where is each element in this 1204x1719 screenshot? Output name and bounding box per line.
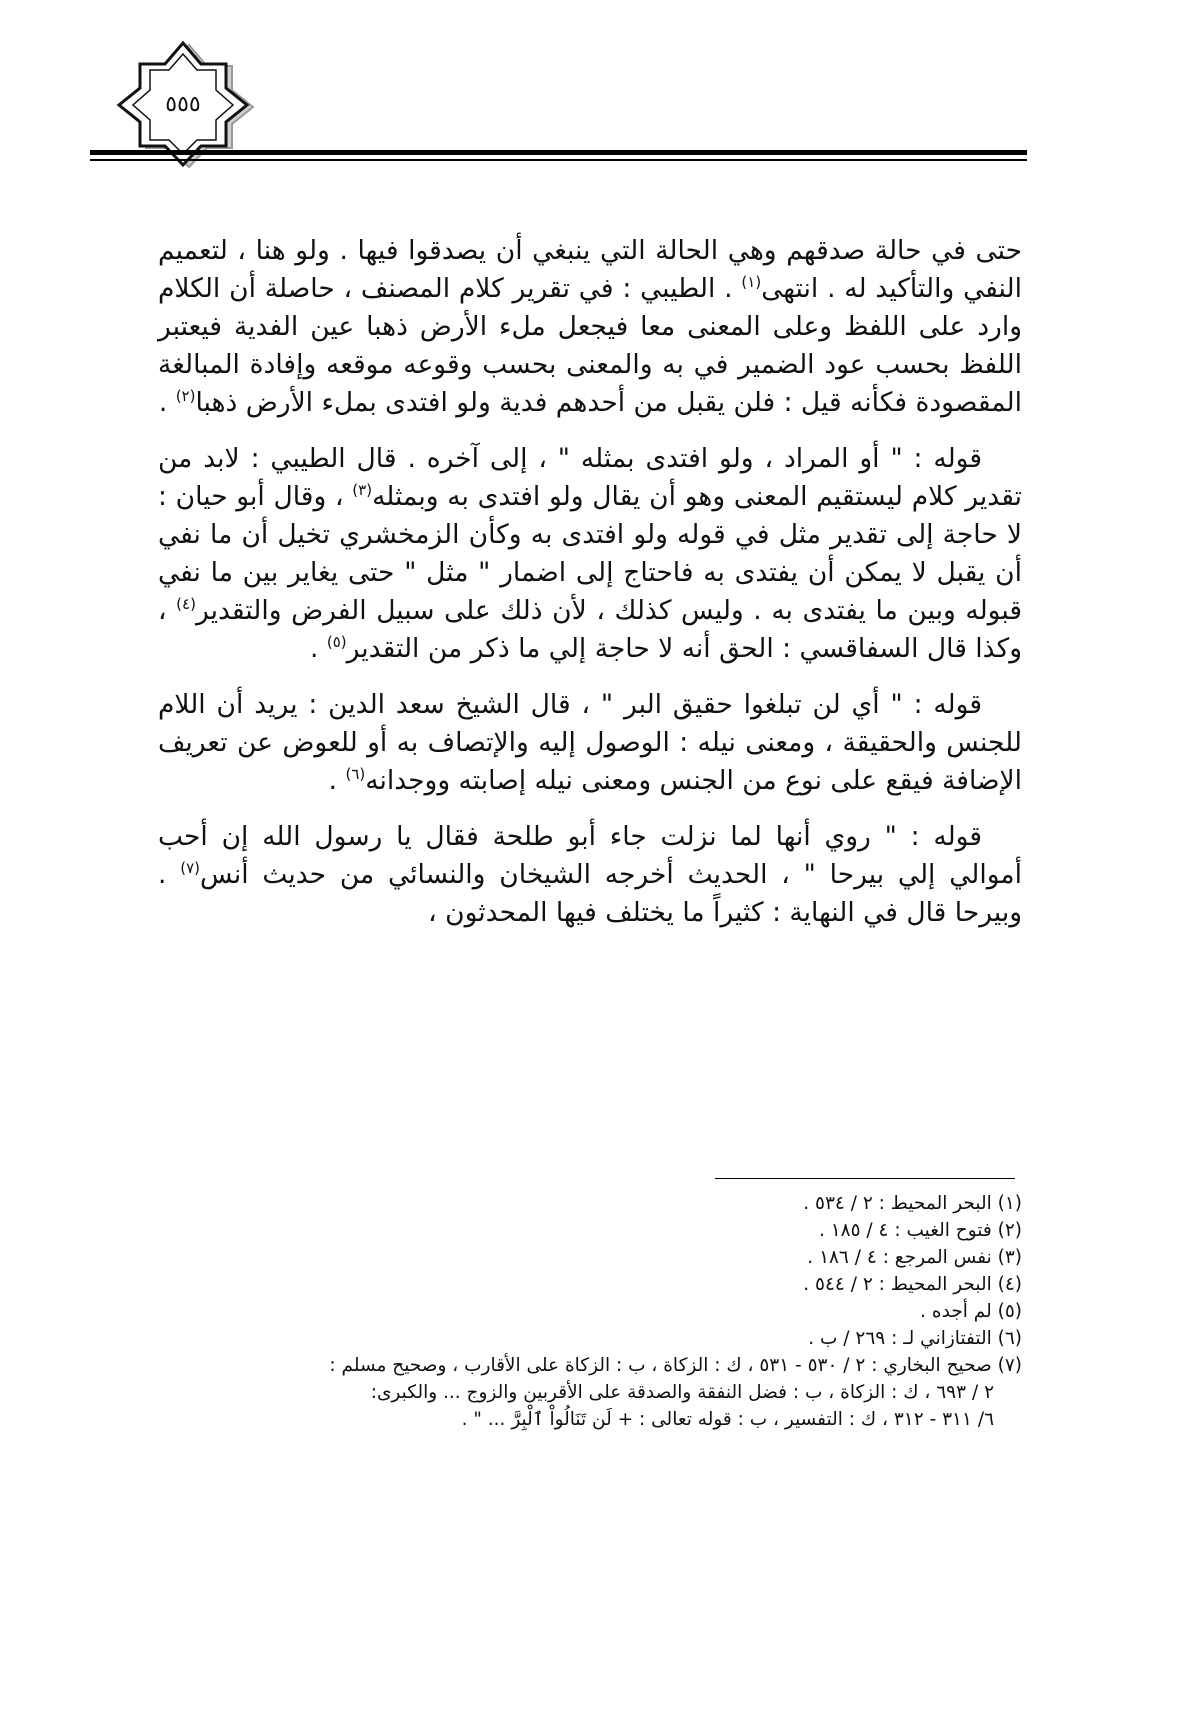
footnote-ref-6: (٦)	[345, 765, 366, 784]
paragraph-3-text-b: .	[328, 765, 346, 796]
footnote-4: (٤) البحر المحيط : ٢ / ٥٤٤ .	[803, 1274, 1022, 1295]
footnote-1: (١) البحر المحيط : ٢ / ٥٣٤ .	[803, 1193, 1022, 1214]
footnote-2: (٢) فتوح الغيب : ٤ / ١٨٥ .	[818, 1220, 1022, 1241]
footnote-5: (٥) لم أجده .	[920, 1301, 1022, 1322]
footnote-ref-1: (١)	[741, 273, 762, 292]
paragraph-4-text-a: قوله : " روي أنها لما نزلت جاء أبو طلحة فقال يا رسول الله إن أحب أموالي إلي بيرحا " ، الحديث أخرجه الشيخان والنسائي من حديث أنس	[158, 821, 1022, 890]
footnote-separator	[715, 1178, 1015, 1179]
paragraph-2-text-c: ، وكذا قال السفاقسي : الحق أنه لا حاجة إلي ما ذكر من التقدير	[158, 595, 1022, 664]
footnotes	[170, 1190, 1022, 1433]
footnote-7: (٧) صحيح البخاري : ٢ / ٥٣٠ - ٥٣١ ، ك : الزكاة ، ب : الزكاة على الأقارب ، وصحيح مسلم :	[329, 1355, 1022, 1376]
paragraph-4	[158, 818, 1022, 932]
paragraph-2-text-b: ، وقال أبو حيان : لا حاجة إلى تقدير مثل في قوله ولو افتدى به وكأن الزمخشري تخيل أن ما نفي أن يقبل لا يمكن أن يفتدى به فاحتاج إلى اضمار " مثل " حتى يغاير بين ما نفي قبوله وبين ما يفتدى به . وليس كذلك ، لأن ذلك على سبيل الفرض والتقدير	[158, 481, 1022, 626]
footnote-6: (٦) التفتازاني لـ : ٢٦٩ / ب .	[808, 1328, 1022, 1349]
main-body	[158, 232, 1022, 950]
footnote-3: (٣) نفس المرجع : ٤ / ١٨٦ .	[807, 1247, 1022, 1268]
paragraph-1	[158, 232, 1022, 422]
header-rule-thin	[90, 159, 1027, 161]
paragraph-1-text-b: . الطيبي : في تقرير كلام المصنف ، حاصلة أن الكلام وارد على اللفظ وعلى المعنى معا فيجعل ملء الأرض ذهبا عين الفدية فيعتبر اللفظ بحسب عود الضمير في به والمعنى بحسب وقوعه موقعه وإفادة المبالغة المقصودة فكأنه قيل : فلن يقبل من أحدهم فدية ولو افتدى بملء الأرض ذهبا	[158, 273, 1022, 418]
paragraph-3-text-a: قوله : " أي لن تبلغوا حقيق البر " ، قال الشيخ سعد الدين : يريد أن اللام للجنس والحقيقة ، ومعنى نيله : الوصول إليه والإتصاف به أو للعوض عن تعريف الإضافة فيقع على نوع من الجنس ومعنى نيله إصابته ووجدانه	[158, 689, 1022, 796]
footnote-ref-2: (٢)	[175, 387, 196, 406]
paragraph-2-text-d: .	[310, 633, 327, 664]
footnote-7-continuation-1: ٢ / ٦٩٣ ، ك : الزكاة ، ب : فضل النفقة والصدقة على الأقربين والزوج ... والكبرى:	[370, 1382, 994, 1403]
footnote-7-continuation-2: ٦/ ٣١١ - ٣١٢ ، ك : التفسير ، ب : قوله تعالى : + لَن تَنَالُواْ ٱلْبِرَّ ... " .	[461, 1409, 994, 1430]
paragraph-3	[158, 686, 1022, 800]
footnote-ref-4: (٤)	[176, 595, 196, 614]
footnote-ref-7: (٧)	[180, 859, 201, 878]
paragraph-2	[158, 440, 1022, 668]
footnote-ref-3: (٣)	[352, 481, 373, 500]
paragraph-4-text-b: . وبيرحا قال في النهاية : كثيراً ما يختلف فيها المحدثون ،	[158, 859, 1022, 928]
header-rule-thick	[90, 150, 1027, 155]
paragraph-2-text-a: قوله : " أو المراد ، ولو افتدى بمثله " ، إلى آخره . قال الطيبي : لابد من تقدير كلام ليستقيم المعنى وهو أن يقال ولو افتدى به وبمثله	[158, 443, 1022, 512]
paragraph-1-text-c: .	[158, 387, 176, 418]
footnote-ref-5: (٥)	[326, 633, 347, 652]
page-number: ٥٥٥	[165, 91, 201, 117]
paragraph-1-text-a: حتى في حالة صدقهم وهي الحالة التي ينبغي أن يصدقوا فيها . ولو هنا ، لتعميم النفي والتأكيد له . انتهى	[158, 235, 1022, 304]
